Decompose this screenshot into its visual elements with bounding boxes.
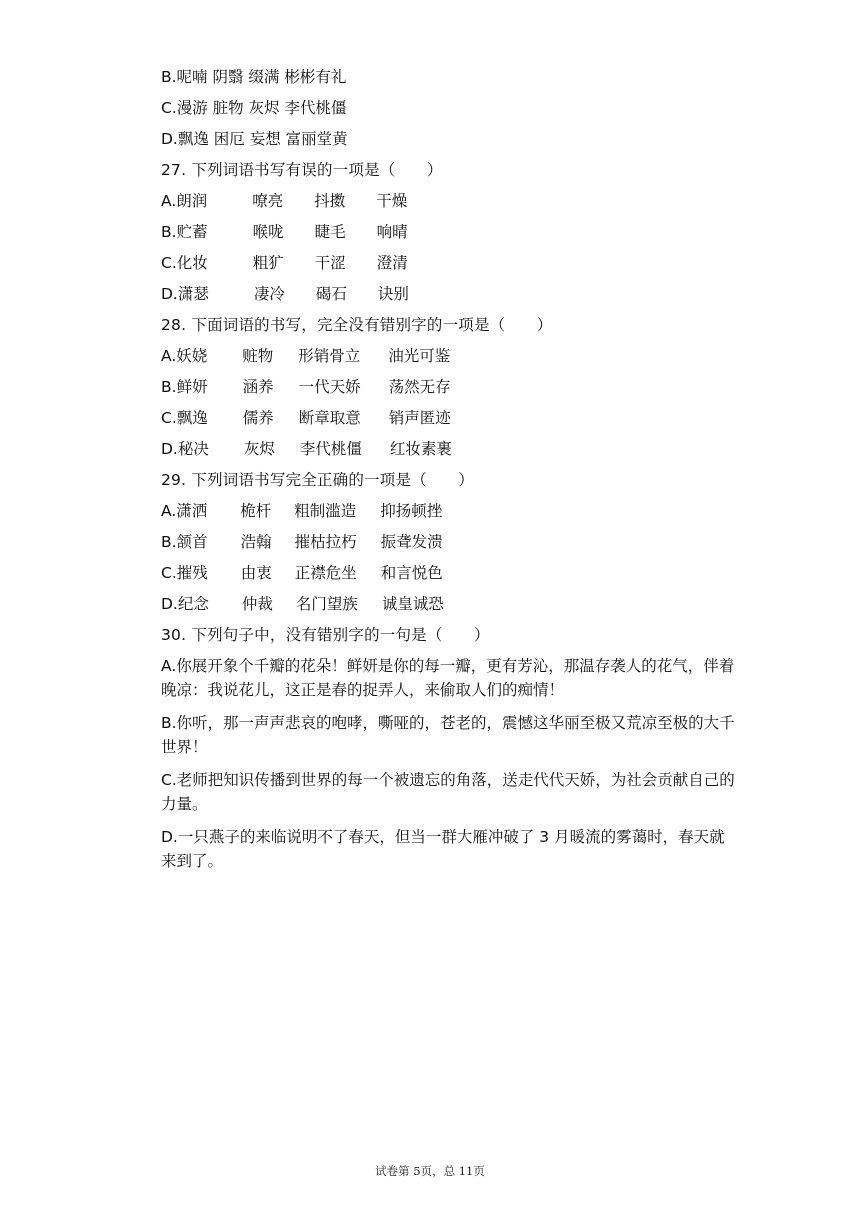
option-letter: D. bbox=[161, 285, 178, 303]
word: 仲裁 bbox=[241, 595, 273, 613]
question-30-option-c: C.老师把知识传播到世界的每一个被遗忘的角落，送走代代天娇，为社会贡献自己的力量。 bbox=[161, 771, 735, 813]
word: 摧残 bbox=[176, 564, 208, 582]
word: 形销骨立 bbox=[298, 347, 361, 365]
word: 睫毛 bbox=[314, 223, 346, 241]
question-27-stem: 27. 下列词语书写有误的一项是（ ） bbox=[161, 161, 443, 179]
question-28-option-a bbox=[161, 341, 741, 372]
word: 浩翰 bbox=[240, 533, 272, 551]
question-30-stem: 30. 下列句子中，没有错别字的一句是（ ） bbox=[161, 626, 490, 644]
word: 粗制滥造 bbox=[294, 502, 357, 520]
word: 李代桃僵 bbox=[299, 440, 362, 458]
word: 诚皇诚恐 bbox=[381, 595, 444, 613]
question-29-option-b bbox=[161, 527, 741, 558]
word: 荡然无存 bbox=[388, 378, 451, 396]
question-28-option-b bbox=[161, 372, 741, 403]
word: 潇瑟 bbox=[177, 285, 209, 303]
option-letter: C. bbox=[161, 254, 177, 272]
option-letter: B. bbox=[161, 378, 177, 396]
question-27-option-b bbox=[161, 217, 741, 248]
word: 和言悦色 bbox=[380, 564, 443, 582]
question-29-option-d bbox=[161, 589, 741, 620]
prev-option-b: B.呢喃 阴翳 缀满 彬彬有礼 bbox=[161, 68, 347, 86]
word: 朗润 bbox=[176, 192, 208, 210]
word: 名门望族 bbox=[295, 595, 358, 613]
word: 灰烬 bbox=[243, 440, 275, 458]
word: 摧枯拉朽 bbox=[294, 533, 357, 551]
question-30-option-b: B.你听，那一声声悲哀的咆哮，嘶哑的，苍老的，震憾这华丽至极又荒凉至极的大千世界！ bbox=[161, 714, 735, 756]
word: 妖娆 bbox=[176, 347, 208, 365]
question-30-option-d: D.一只燕子的来临说明不了春天，但当一群大雁冲破了 3 月暖流的雾蔼时，春天就来到了。 bbox=[161, 828, 725, 870]
word: 儒养 bbox=[242, 409, 274, 427]
question-30-option-a: A.你展开象个千瓣的花朵！鲜妍是你的每一瓣，更有芳沁，那温存袭人的花气，伴着晚凉：我说花儿，这正是春的捉弄人，来偷取人们的痴情！ bbox=[161, 657, 735, 699]
option-letter: D. bbox=[161, 440, 178, 458]
option-letter: C. bbox=[161, 409, 177, 427]
word: 喉咙 bbox=[252, 223, 284, 241]
word: 涵养 bbox=[242, 378, 274, 396]
word: 凄冷 bbox=[253, 285, 285, 303]
word: 纪念 bbox=[177, 595, 209, 613]
word: 贮蓄 bbox=[176, 223, 208, 241]
option-letter: C. bbox=[161, 564, 177, 582]
word: 化妆 bbox=[176, 254, 208, 272]
question-27-option-c bbox=[161, 248, 741, 279]
prev-option-d: D.飘逸 困厄 妄想 富丽堂黄 bbox=[161, 130, 348, 148]
question-28-option-d bbox=[161, 434, 741, 465]
option-letter: B. bbox=[161, 223, 177, 241]
question-27-option-d bbox=[161, 279, 741, 310]
word: 秘决 bbox=[177, 440, 209, 458]
word: 振聋发溃 bbox=[380, 533, 443, 551]
question-28-option-c bbox=[161, 403, 741, 434]
word: 潇洒 bbox=[176, 502, 208, 520]
word: 桅杆 bbox=[240, 502, 272, 520]
option-letter: A. bbox=[161, 502, 177, 520]
word: 由衷 bbox=[240, 564, 272, 582]
word: 赃物 bbox=[242, 347, 274, 365]
word: 抖擞 bbox=[314, 192, 346, 210]
exam-page-content bbox=[161, 62, 741, 882]
option-letter: D. bbox=[161, 595, 178, 613]
word: 断章取意 bbox=[298, 409, 361, 427]
page-footer: 试卷第 5页，总 11页 bbox=[375, 1164, 485, 1178]
word: 诀别 bbox=[377, 285, 409, 303]
word: 正襟危坐 bbox=[294, 564, 357, 582]
word: 响晴 bbox=[376, 223, 408, 241]
question-27-option-a bbox=[161, 186, 741, 217]
word: 碣石 bbox=[315, 285, 347, 303]
word: 鲜妍 bbox=[176, 378, 208, 396]
word: 销声匿迹 bbox=[388, 409, 451, 427]
word: 红妆素裹 bbox=[389, 440, 452, 458]
word: 一代天娇 bbox=[298, 378, 361, 396]
option-letter: A. bbox=[161, 192, 177, 210]
option-letter: A. bbox=[161, 347, 177, 365]
word: 油光可鉴 bbox=[388, 347, 451, 365]
question-28-stem: 28. 下面词语的书写，完全没有错别字的一项是（ ） bbox=[161, 316, 553, 334]
word: 嘹亮 bbox=[252, 192, 284, 210]
question-29-stem: 29. 下列词语书写完全正确的一项是（ ） bbox=[161, 471, 474, 489]
word: 飘逸 bbox=[176, 409, 208, 427]
word: 抑扬顿挫 bbox=[380, 502, 443, 520]
question-29-option-a bbox=[161, 496, 741, 527]
question-29-option-c bbox=[161, 558, 741, 589]
word: 粗犷 bbox=[252, 254, 284, 272]
word: 干涩 bbox=[314, 254, 346, 272]
prev-option-c: C.漫游 脏物 灰烬 李代桃僵 bbox=[161, 99, 347, 117]
word: 澄清 bbox=[376, 254, 408, 272]
word: 干燥 bbox=[376, 192, 408, 210]
option-letter: B. bbox=[161, 533, 177, 551]
word: 颔首 bbox=[176, 533, 208, 551]
